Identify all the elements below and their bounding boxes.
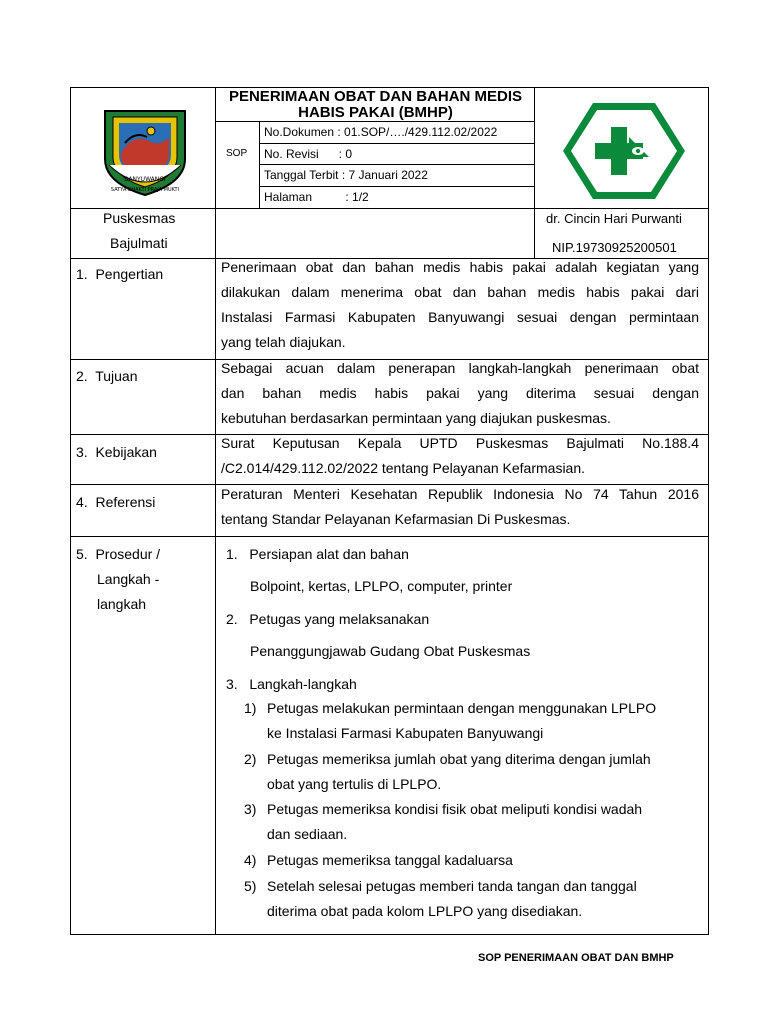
body-line: Instalasi Farmasi Kabupaten Banyuwangi sesuai dengan permintaan bbox=[221, 309, 699, 325]
step-3: 3. Langkah-langkah bbox=[226, 676, 357, 692]
substep-line: dan sediaan. bbox=[267, 826, 348, 842]
puskesmas-cross-logo bbox=[561, 101, 687, 201]
sop-label: SOP bbox=[226, 148, 248, 159]
step-2-detail: Penanggungjawab Gudang Obat Puskesmas bbox=[250, 643, 531, 659]
body-line: tentang Standar Pelayanan Kefarmasian Di Puskesmas. bbox=[221, 511, 571, 527]
section-body-tujuan bbox=[221, 360, 699, 435]
no-dokumen: No.Dokumen : 01.SOP/…./429.112.02/2022 bbox=[264, 125, 498, 139]
title-line-1: PENERIMAAN OBAT DAN BAHAN MEDIS bbox=[228, 88, 523, 105]
body-line: Surat Keputusan Kepala UPTD Puskesmas Bajulmati No.188.4 bbox=[221, 435, 699, 451]
section-label-prosedur-2: Langkah - bbox=[97, 571, 160, 587]
halaman: Halaman : 1/2 bbox=[264, 190, 369, 204]
section-label-tujuan: 2. Tujuan bbox=[76, 368, 138, 384]
signer-name: dr. Cincin Hari Purwanti bbox=[546, 211, 682, 226]
body-line: /C2.014/429.112.02/2022 tentang Pelayanan Kefarmasian. bbox=[221, 460, 586, 476]
section-label-prosedur-3: langkah bbox=[97, 596, 147, 612]
substep-number: 4) bbox=[244, 852, 257, 868]
step-1-detail: Bolpoint, kertas, LPLPO, computer, printer bbox=[250, 578, 513, 594]
body-line: Penerimaan obat dan bahan medis habis pakai adalah kegiatan yang bbox=[221, 259, 699, 275]
signer-nip: NIP.19730925200501 bbox=[552, 240, 677, 255]
section-body-pengertian bbox=[221, 259, 699, 359]
org-name-line-1: Puskesmas bbox=[103, 210, 176, 226]
substep-number: 3) bbox=[244, 801, 257, 817]
body-line: kebutuhan berdasarkan permintaan yang diajukan puskesmas. bbox=[221, 410, 611, 426]
substep-line: ke Instalasi Farmasi Kabupaten Banyuwangi bbox=[267, 725, 544, 741]
substep-line: Petugas memeriksa tanggal kadaluarsa bbox=[267, 852, 513, 868]
substep-line: Setelah selesai petugas memberi tanda tangan dan tanggal bbox=[267, 878, 637, 894]
substep-line: Petugas memeriksa jumlah obat yang diterima dengan jumlah bbox=[267, 751, 651, 767]
substep-line: Petugas memeriksa kondisi fisik obat meliputi kondisi wadah bbox=[267, 801, 643, 817]
section-label-pengertian: 1. Pengertian bbox=[76, 266, 164, 282]
section-body-kebijakan bbox=[221, 435, 699, 485]
title-line-2: HABIS PAKAI (BMHP) bbox=[298, 104, 453, 121]
page-footer: SOP PENERIMAAN OBAT DAN BMHP bbox=[478, 952, 674, 964]
substep-number: 1) bbox=[244, 700, 257, 716]
no-revisi: No. Revisi : 0 bbox=[264, 147, 353, 161]
substep-line: diterima obat pada kolom LPLPO yang disediakan. bbox=[267, 903, 583, 919]
step-1: 1. Persiapan alat dan bahan bbox=[226, 546, 409, 562]
banyuwangi-emblem-logo bbox=[95, 103, 195, 199]
substep-line: obat yang tertulis di LPLPO. bbox=[267, 776, 442, 792]
body-line: yang telah diajukan. bbox=[221, 334, 346, 350]
substep-number: 5) bbox=[244, 878, 257, 894]
section-label-kebijakan: 3. Kebijakan bbox=[76, 444, 157, 460]
substep-number: 2) bbox=[244, 751, 257, 767]
substep-line: Petugas melakukan permintaan dengan menggunakan LPLPO bbox=[267, 700, 657, 716]
tanggal-terbit: Tanggal Terbit : 7 Januari 2022 bbox=[264, 168, 428, 182]
svg-text:SATYA BHAKTI PRAJA MUKTI: SATYA BHAKTI PRAJA MUKTI bbox=[110, 187, 180, 193]
section-label-referensi: 4. Referensi bbox=[76, 494, 156, 510]
body-line: Peraturan Menteri Kesehatan Republik Indonesia No 74 Tahun 2016 bbox=[221, 486, 699, 502]
body-line: dilakukan dalam menerima obat dan bahan medis habis pakai dari bbox=[221, 284, 699, 300]
step-2: 2. Petugas yang melaksanakan bbox=[226, 611, 430, 627]
section-label-prosedur: 5. Prosedur / bbox=[76, 546, 161, 562]
body-line: dan bahan medis habis pakai yang diterima sesuai dengan bbox=[221, 385, 699, 401]
org-name-line-2: Bajulmati bbox=[110, 235, 168, 251]
svg-text:BANYUWANGI: BANYUWANGI bbox=[124, 176, 166, 183]
body-line: Sebagai acuan dalam penerapan langkah-langkah penerimaan obat bbox=[221, 360, 699, 376]
section-body-referensi bbox=[221, 486, 699, 536]
page-title bbox=[219, 89, 532, 121]
